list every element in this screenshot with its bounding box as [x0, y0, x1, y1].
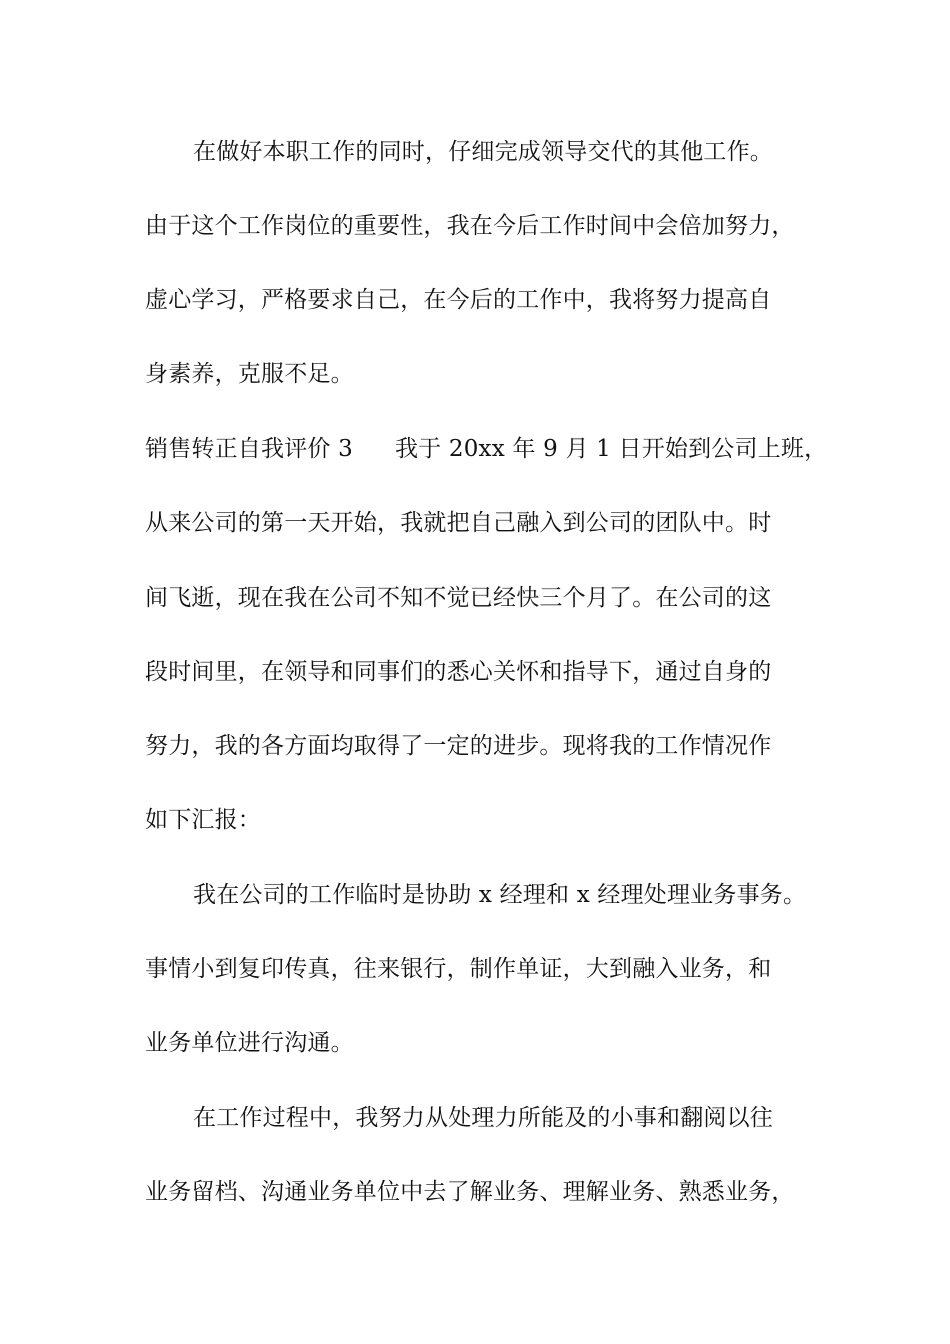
- paragraph-line: 身素养，克服不足。: [145, 361, 354, 387]
- paragraph-line: 如下汇报：: [145, 807, 261, 833]
- paragraph-line: 从来公司的第一天开始，我就把自己融入到公司的团队中。时: [145, 510, 772, 536]
- paragraph-line: 段时间里，在领导和同事们的悉心关怀和指导下，通过自身的: [145, 659, 772, 685]
- paragraph-line: 努力，我的各方面均取得了一定的进步。现将我的工作情况作: [145, 733, 772, 759]
- section-heading: 销售转正自我评价 3: [145, 436, 353, 462]
- paragraph-line: 在工作过程中，我努力从处理力所能及的小事和翻阅以往: [193, 1105, 773, 1131]
- paragraph-line: 间飞逝，现在我在公司不知不觉已经快三个月了。在公司的这: [145, 585, 772, 611]
- paragraph-line: 在做好本职工作的同时，仔细完成领导交代的其他工作。: [193, 139, 773, 165]
- paragraph-line: 我在公司的工作临时是协助 x 经理和 x 经理处理业务事务。: [193, 882, 807, 908]
- paragraph-line: 事情小到复印传真，往来银行，制作单证，大到融入业务，和: [145, 956, 772, 982]
- paragraph-text: 我于 20xx 年 9 月 1 日开始到公司上班，: [394, 436, 828, 462]
- section-line: [145, 434, 845, 464]
- paragraph-line: 虚心学习，严格要求自己，在今后的工作中，我将努力提高自: [145, 287, 772, 313]
- paragraph-line: 由于这个工作岗位的重要性，我在今后工作时间中会倍加努力，: [145, 213, 795, 239]
- paragraph-line: 业务留档、沟通业务单位中去了解业务、理解业务、熟悉业务，: [145, 1179, 795, 1205]
- paragraph-line: 业务单位进行沟通。: [145, 1030, 354, 1056]
